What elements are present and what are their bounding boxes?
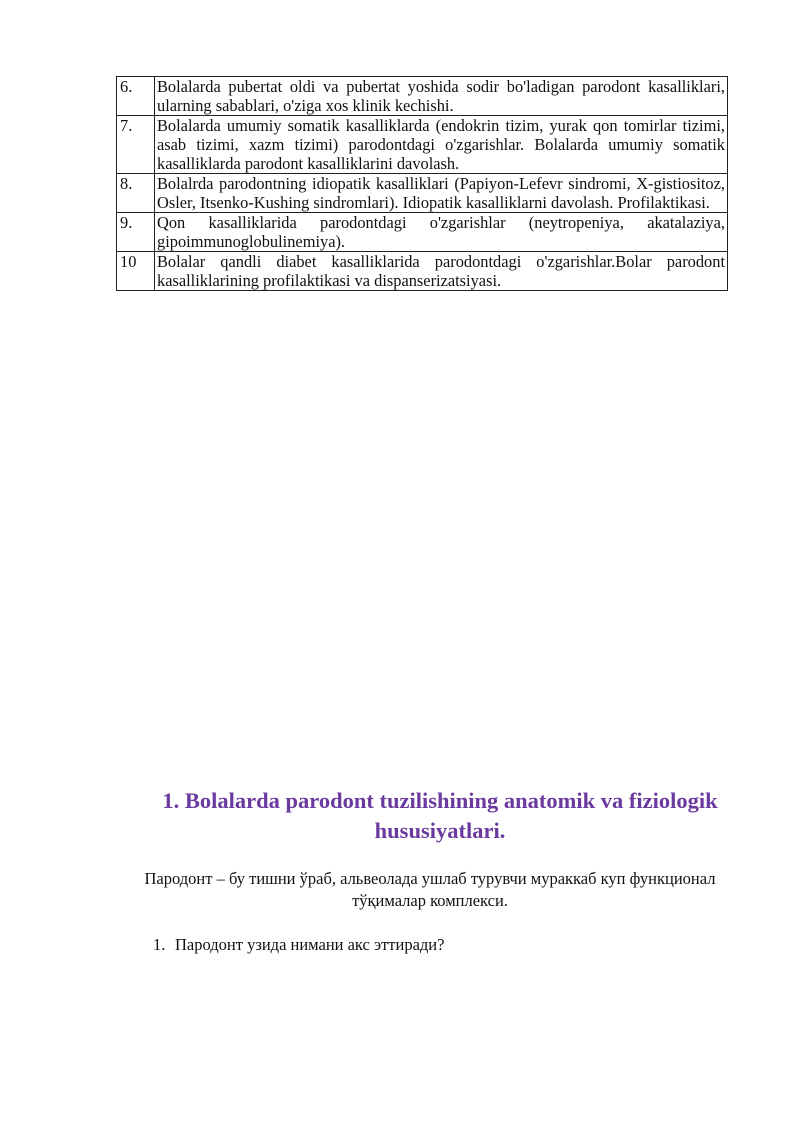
row-number: 8. <box>117 174 155 213</box>
table-row <box>117 77 728 116</box>
table-row <box>117 252 728 291</box>
row-text: Bolalarda pubertat oldi va pubertat yoshida sodir bo'ladigan parodont kasalliklari, ularning sabablari, o'ziga xos klinik kechishi. <box>155 77 728 116</box>
row-number: 6. <box>117 77 155 116</box>
row-text: Bolalar qandli diabet kasalliklarida parodontdagi o'zgarishlar.Bolar parodont kasalliklarining profilaktikasi va dispanserizatsiyasi. <box>155 252 728 291</box>
row-number: 9. <box>117 213 155 252</box>
table-row <box>117 116 728 174</box>
question-number: 1. <box>153 935 166 954</box>
row-text: Bolalrda parodontning idiopatik kasalliklari (Papiyon-Lefevr sindromi, X-gistiositoz, Osler, Itsenko-Kushing sindromlari). Idiopatik kasalliklarni davolash. Profilaktikasi. <box>155 174 728 213</box>
topics-table <box>116 76 728 291</box>
table-row <box>117 174 728 213</box>
section-heading: 1. Bolalarda parodont tuzilishining anatomik va fiziologik hususiyatlari. <box>162 788 718 843</box>
question-item <box>153 934 753 956</box>
definition-paragraph: Пародонт – бу тишни ўраб, альвеолада ушлаб турувчи мураккаб куп функционал тўқималар комплекси. <box>144 869 716 910</box>
question-text: Пародонт узида нимани акс эттиради? <box>175 935 445 954</box>
row-number: 10 <box>117 252 155 291</box>
row-number: 7. <box>117 116 155 174</box>
row-text: Bolalarda umumiy somatik kasalliklarda (endokrin tizim, yurak qon tomirlar tizimi, asab tizimi, xazm tizimi) parodontdagi o'zgarishlar. Bolalarda umumiy somatik kasalliklarda parodont kasalliklarini davolash. <box>155 116 728 174</box>
table-row <box>117 213 728 252</box>
row-text: Qon kasalliklarida parodontdagi o'zgarishlar (neytropeniya, akatalaziya, gipoimmunoglobulinemiya). <box>155 213 728 252</box>
